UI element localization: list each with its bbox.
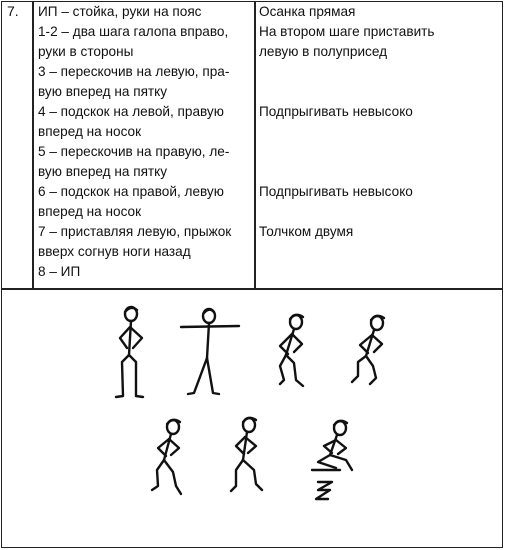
description-line: 6 – подскок на правой, левую: [38, 184, 224, 199]
figure-hop-toe-forward-1: [352, 316, 384, 384]
description-line: 1-2 – два шага галопа вправо,: [38, 24, 229, 39]
note-line: Подпрыгивать невысоко: [259, 104, 413, 119]
figure-step-heel-forward-2: [152, 420, 181, 494]
description-line: ИП – стойка, руки на пояс: [38, 4, 202, 19]
description-line: 5 – перескочив на правую, ле-: [38, 144, 230, 159]
note-line: Осанка прямая: [259, 4, 356, 19]
note-line: Толчком двумя: [259, 224, 354, 239]
description-line: вперед на носок: [38, 204, 142, 219]
note-line: левую в полуприсед: [259, 44, 388, 59]
note-line: Подпрыгивать невысоко: [259, 184, 413, 199]
description-line: 7 – приставляя левую, прыжок: [38, 224, 232, 239]
description-line: руки в стороны: [38, 44, 134, 59]
note-line: На втором шаге приставить: [259, 24, 435, 39]
figure-standing-hands-on-hips: [116, 307, 143, 397]
description-line: 8 – ИП: [38, 264, 81, 279]
description-line: вверх согнув ноги назад: [38, 244, 191, 259]
description-line: вую вперед на пятку: [38, 164, 168, 179]
description-line: вую вперед на пятку: [38, 84, 168, 99]
description-line: 4 – подскок на левой, правую: [38, 104, 224, 119]
figure-jump-legs-bent-back: [312, 421, 352, 499]
figure-hop-toe-forward-2: [231, 418, 262, 491]
description-line: вперед на носок: [38, 124, 142, 139]
row-number: 7.: [7, 3, 19, 19]
figure-arms-out-to-sides: [181, 309, 239, 394]
description-line: 3 – перескочив на левую, пра-: [38, 64, 230, 79]
figure-step-heel-forward-1: [280, 315, 303, 386]
